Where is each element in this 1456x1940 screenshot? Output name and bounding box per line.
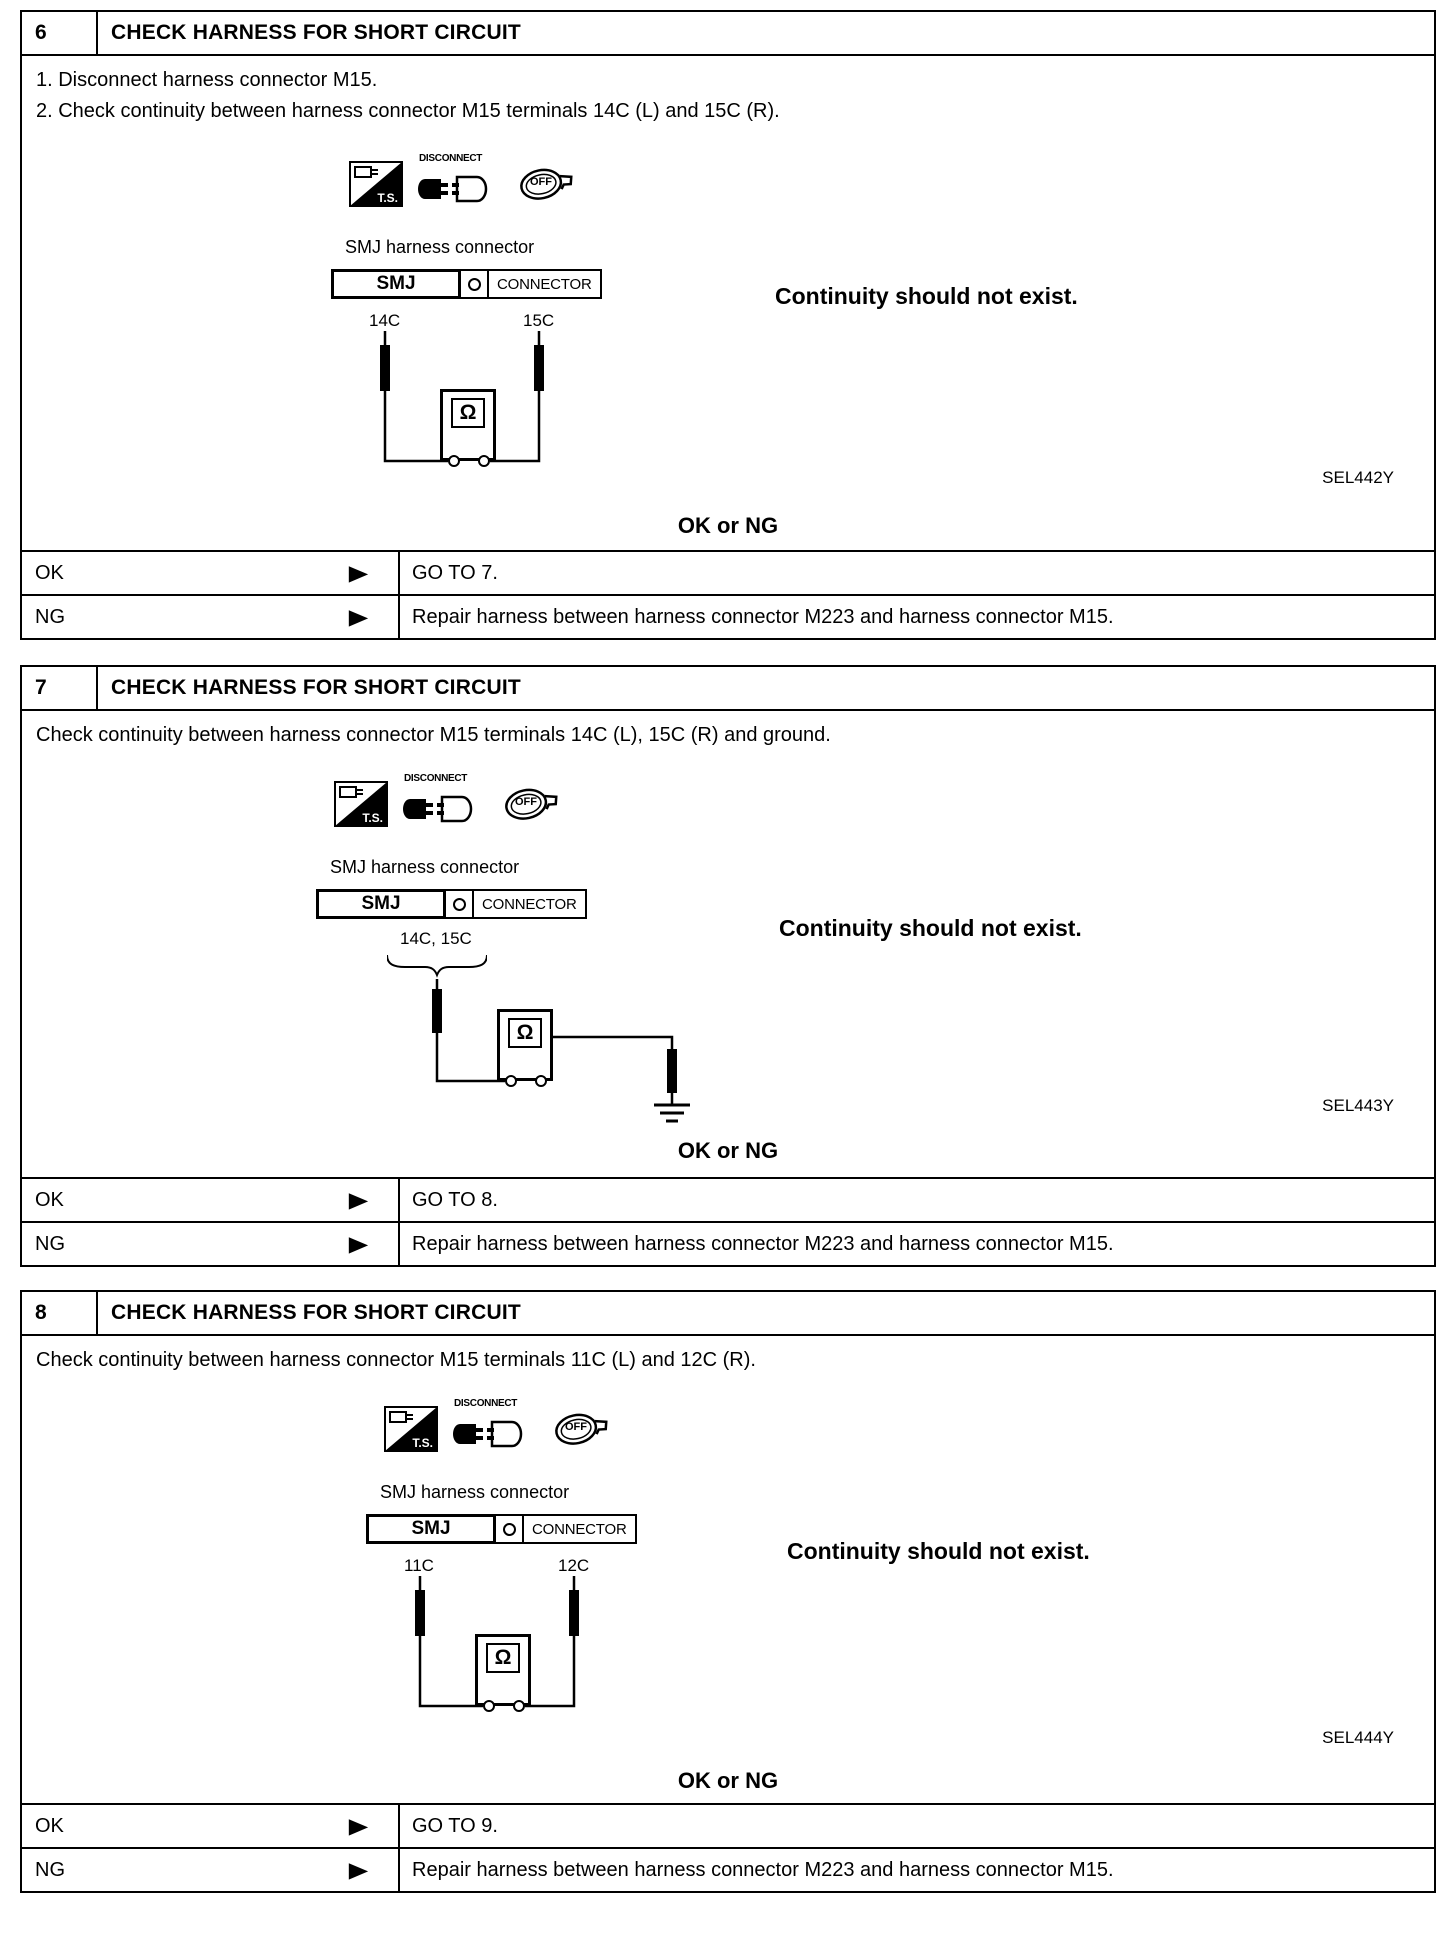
arrow-right-icon: ▶ [348, 1813, 368, 1838]
result-label: NG [35, 1232, 65, 1255]
result-action: GO TO 8. [398, 1179, 1434, 1221]
figure-reference: SEL444Y [1322, 1728, 1394, 1747]
disconnect-label: DISCONNECT [454, 1398, 518, 1409]
result-condition [22, 1849, 398, 1891]
instructions [22, 711, 1434, 751]
step-title: CHECK HARNESS FOR SHORT CIRCUIT [111, 21, 521, 44]
result-action: GO TO 9. [398, 1805, 1434, 1847]
smj-label: SMJ [316, 889, 446, 919]
result-row-ng [22, 1847, 1434, 1891]
result-condition [22, 1805, 398, 1847]
ok-or-ng-label: OK or NG [677, 1768, 779, 1793]
step-number: 6 [22, 12, 98, 54]
result-action: GO TO 7. [398, 552, 1434, 594]
ok-or-ng-label: OK or NG [677, 1138, 779, 1163]
result-row-ok [22, 1177, 1434, 1221]
arrow-right-icon: ▶ [348, 604, 368, 629]
terminal-left-label: 14C [369, 311, 401, 330]
figure-reference: SEL442Y [1322, 468, 1394, 487]
off-label: OFF [565, 1421, 587, 1433]
result-label: OK [35, 1188, 64, 1211]
instruction-line: Check continuity between harness connector M15 terminals 14C (L), 15C (R) and ground. [36, 724, 831, 746]
step-7-header [22, 667, 1434, 711]
step-8-header [22, 1292, 1434, 1336]
ohm-symbol: Ω [486, 1643, 520, 1673]
step-7-body [22, 711, 1434, 1177]
connector-label: CONNECTOR [524, 1514, 637, 1544]
continuity-note: Continuity should not exist. [779, 915, 1082, 941]
off-label: OFF [530, 176, 552, 188]
smj-label: SMJ [331, 269, 461, 299]
result-condition [22, 1223, 398, 1265]
ts-label: T.S. [412, 1436, 433, 1450]
connector-label: CONNECTOR [489, 269, 602, 299]
result-label: OK [35, 1814, 64, 1837]
instructions [22, 1336, 1434, 1376]
continuity-note: Continuity should not exist. [775, 283, 1078, 309]
arrow-right-icon: ▶ [348, 560, 368, 585]
continuity-note: Continuity should not exist. [787, 1538, 1090, 1564]
disconnect-label: DISCONNECT [419, 153, 483, 164]
ok-or-ng-label: OK or NG [677, 513, 779, 538]
smj-harness-caption: SMJ harness connector [330, 857, 520, 877]
result-action: Repair harness between harness connector M223 and harness connector M15. [398, 1849, 1434, 1891]
instruction-line: Check continuity between harness connector M15 terminals 11C (L) and 12C (R). [36, 1349, 756, 1371]
terminal-right-label: 15C [523, 311, 555, 330]
result-action: Repair harness between harness connector M223 and harness connector M15. [398, 1223, 1434, 1265]
terminal-right-label: 12C [558, 1556, 590, 1575]
result-label: NG [35, 605, 65, 628]
result-condition [22, 552, 398, 594]
arrow-right-icon: ▶ [348, 1187, 368, 1212]
step-6-header [22, 12, 1434, 56]
step-7-section [20, 665, 1436, 1267]
ohm-symbol: Ω [508, 1018, 542, 1048]
result-row-ng [22, 594, 1434, 638]
result-row-ok [22, 550, 1434, 594]
step-title: CHECK HARNESS FOR SHORT CIRCUIT [111, 1301, 521, 1324]
disconnect-label: DISCONNECT [404, 773, 468, 784]
result-label: NG [35, 1858, 65, 1881]
result-label: OK [35, 561, 64, 584]
figure-reference: SEL443Y [1322, 1096, 1394, 1115]
arrow-right-icon: ▶ [348, 1231, 368, 1256]
ohm-symbol: Ω [451, 398, 485, 428]
result-condition [22, 596, 398, 638]
terminals-label: 14C, 15C [400, 929, 472, 948]
off-label: OFF [515, 796, 537, 808]
result-condition [22, 1179, 398, 1221]
arrow-right-icon: ▶ [348, 1857, 368, 1882]
smj-label: SMJ [366, 1514, 496, 1544]
step-title: CHECK HARNESS FOR SHORT CIRCUIT [111, 676, 521, 699]
step-8-section [20, 1290, 1436, 1893]
step-6-section [20, 10, 1436, 640]
ts-label: T.S. [377, 191, 398, 205]
instruction-line: 1. Disconnect harness connector M15. [36, 69, 378, 91]
smj-harness-caption: SMJ harness connector [380, 1482, 570, 1502]
terminal-left-label: 11C [404, 1556, 434, 1575]
wires [362, 1398, 782, 1728]
circuit-diagram [312, 773, 752, 1133]
instruction-line: 2. Check continuity between harness connector M15 terminals 14C (L) and 15C (R). [36, 100, 780, 122]
ts-label: T.S. [362, 811, 383, 825]
wires [312, 773, 752, 1133]
result-action: Repair harness between harness connector M223 and harness connector M15. [398, 596, 1434, 638]
result-row-ok [22, 1803, 1434, 1847]
instructions [22, 56, 1434, 127]
step-8-body [22, 1336, 1434, 1803]
step-number: 7 [22, 667, 98, 709]
connector-label: CONNECTOR [474, 889, 587, 919]
step-6-body [22, 56, 1434, 550]
circuit-diagram [362, 1398, 782, 1728]
smj-harness-caption: SMJ harness connector [345, 237, 535, 257]
step-number: 8 [22, 1292, 98, 1334]
circuit-diagram [327, 153, 747, 483]
result-row-ng [22, 1221, 1434, 1265]
wires [327, 153, 747, 483]
